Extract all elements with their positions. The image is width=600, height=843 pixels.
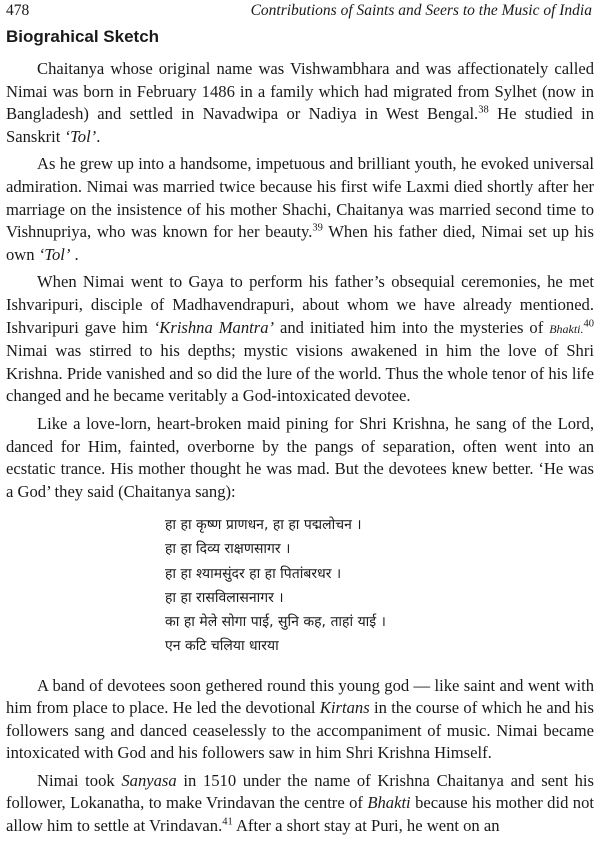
text-run: Nimai was stirred to his depths; mystic visions awakened in him the love of Shri Krishna. Pride vanished and so did the lure of the world. Thus the whole tenor of his life changed and he became veritably a God-intoxicated devotee. (6, 341, 594, 406)
italic-text: Kirtans (319, 698, 370, 718)
paragraph (6, 153, 594, 266)
footnote-ref: 38 (478, 104, 489, 116)
italic-text: ‘Krishna Mantra’ (153, 317, 275, 337)
paragraph (6, 413, 594, 503)
text-run: in the course of which he and his followers sang and danced ceaselessly to the accompaniment of music. Nimai became intoxicated with God and his followers saw in him Shri Krishna Himself. (6, 698, 594, 763)
text-run: Like a love-lorn, heart-broken maid pining for Shri Krishna, he sang of the Lord, danced for Him, fainted, overborne by the pangs of separation, often went into an ecstatic trance. His mother thought he was mad. But the devotees knew better. ‘He was a God’ they said (Chaitanya sang): (6, 413, 594, 501)
verse-line: हा हा रासविलासनागर । (165, 589, 284, 606)
italic-text: Bhakti (549, 321, 581, 336)
footnote-ref: 41 (222, 816, 233, 828)
paragraphs-after-verse (6, 675, 594, 838)
paragraph (6, 770, 594, 838)
italic-text: Bhakti (367, 793, 411, 813)
text-run: A band of devotees soon gethered round this young god — like saint and went with him from place to place. He led the devotional (6, 675, 594, 718)
text-run: When his father died, Nimai set up his own (6, 222, 594, 264)
text-run: He studied in Sanskrit (6, 104, 594, 146)
body-text (6, 58, 594, 843)
verse-line: एन कटि चलिया धारया (165, 638, 279, 655)
paragraph (6, 271, 594, 408)
text-run: Nimai took (37, 770, 122, 790)
paragraphs-before-verse (6, 58, 594, 503)
verse-line: हा हा दिव्य राक्षणसागर । (165, 541, 291, 558)
text-run: When Nimai went to Gaya to perform his father’s obsequial ceremonies, he met Ishvaripuri, disciple of Madhavendrapuri, about whom we have already mentioned. Ishvaripuri gave him (6, 272, 594, 337)
text-run: and initiated him into the mysteries of (274, 317, 550, 337)
footnote-ref: 39 (312, 222, 323, 234)
page-number: 478 (6, 2, 30, 19)
italic-text: Sanyasa (121, 770, 177, 790)
text-run: because his mother did not allow him to settle at Vrindavan. (6, 793, 594, 836)
verse-line: हा हा कृष्ण प्राणधन, हा हा पद्मलोचन । (165, 517, 362, 534)
text-run: . (70, 244, 79, 264)
footnote-ref: 40 (583, 318, 595, 329)
verse-line: हा हा श्यामसुंदर हा हा पितांबरधर । (165, 565, 342, 582)
text-run: in 1510 under the name of Krishna Chaitanya and sent his follower, Lokanatha, to make Vrindavan the centre of (6, 770, 594, 813)
text-run: After a short stay at Puri, he went on an (232, 816, 500, 836)
text-run: Chaitanya whose original name was Vishwambhara and was affectionately called Nimai was born in February 1486 in a family which had migrated from Sylhet (now in Bangladesh) and settled in Navadwipa or Nadiya in West Bengal. (6, 59, 594, 124)
text-run: . (96, 126, 101, 146)
verse-block (165, 513, 594, 658)
verse-line: का हा मेले सोगा पाई, सुनि कह, ताहां याई । (165, 614, 386, 631)
paragraph (6, 675, 594, 765)
paragraph (6, 58, 594, 148)
italic-text: . (580, 321, 584, 336)
page-header (6, 2, 592, 24)
italic-text: ‘Tol’ (64, 126, 97, 146)
running-title: Contributions of Saints and Seers to the Music of India (250, 2, 592, 19)
text-run: As he grew up into a handsome, impetuous and brilliant youth, he evoked universal admiration. Nimai was married twice because his first wife Laxmi died shortly after her marriage on the insistence of his mother Shachi, Chaitanya was married second time to Vishnupriya, who was known for her beauty. (6, 154, 594, 242)
italic-text: ‘Tol’ (38, 244, 71, 264)
section-heading: Biograhical Sketch (6, 27, 160, 46)
